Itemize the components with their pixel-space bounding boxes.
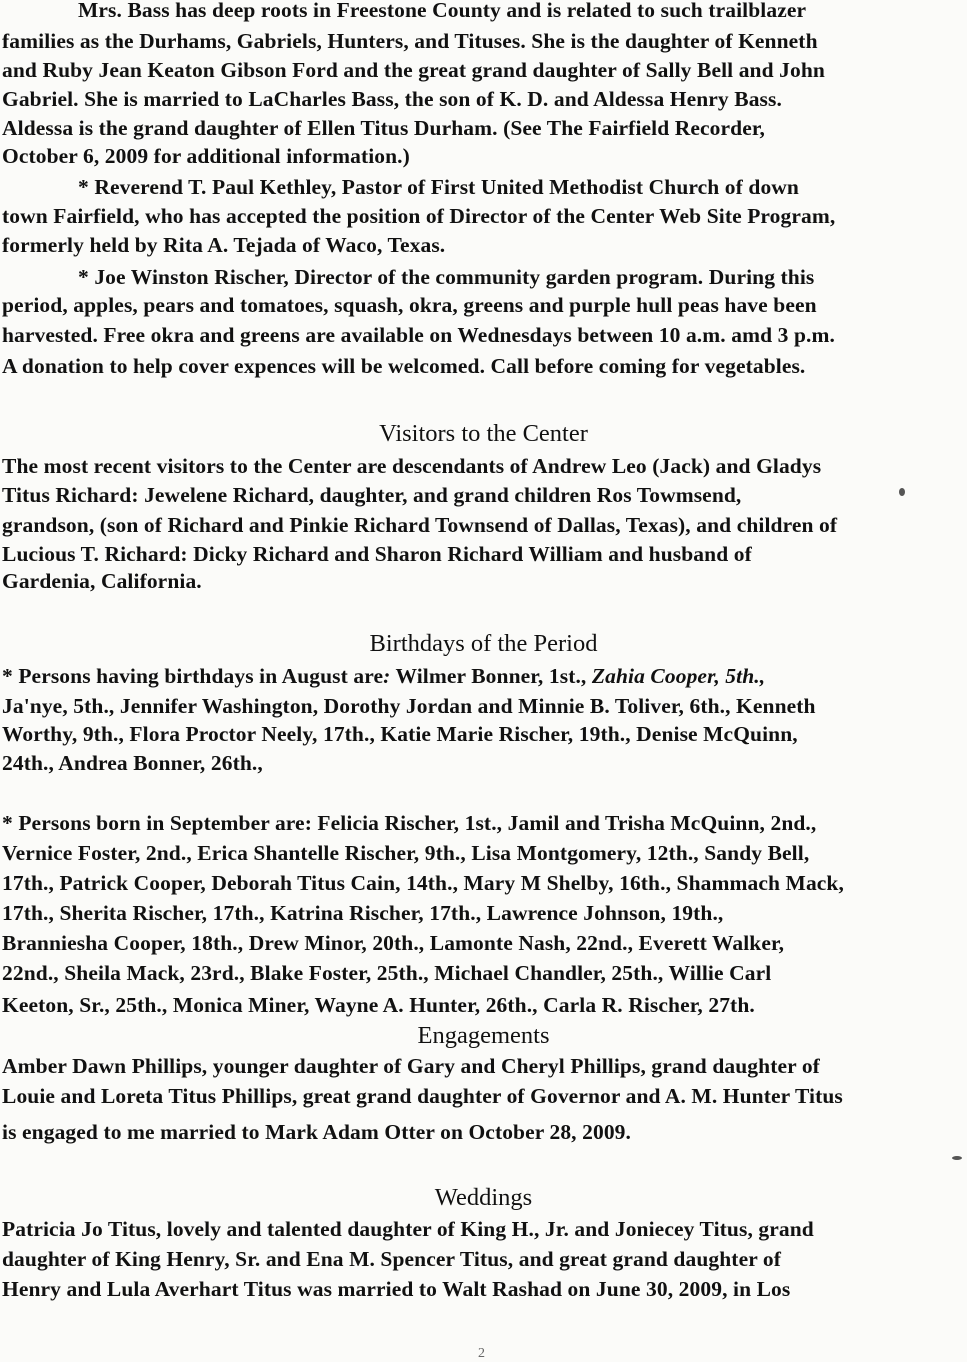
intro-line: and Ruby Jean Keaton Gibson Ford and the great grand daughter of Sally Bell and John <box>2 58 825 82</box>
visitors-line: Titus Richard: Jewelene Richard, daughter, and grand children Ros Towmsend, <box>2 483 742 507</box>
weddings-line: Patricia Jo Titus, lovely and talented daughter of King H., Jr. and Joniecey Titus, grand <box>2 1217 814 1241</box>
kethley-line: formerly held by Rita A. Tejada of Waco, Texas. <box>2 233 446 257</box>
september-line: Vernice Foster, 2nd., Erica Shantelle Rischer, 9th., Lisa Montgomery, 12th., Sandy Bell, <box>2 841 810 865</box>
page-number: 2 <box>478 1346 485 1361</box>
engagements-line: Amber Dawn Phillips, younger daughter of Gary and Cheryl Phillips, grand daughter of <box>2 1054 820 1078</box>
engagements-line: Louie and Loreta Titus Phillips, great grand daughter of Governor and A. M. Hunter Titus <box>2 1084 843 1108</box>
engagements-line: is engaged to me married to Mark Adam Otter on October 28, 2009. <box>2 1120 632 1144</box>
visitors-heading: Visitors to the Center <box>379 420 588 447</box>
visitors-line: grandson, (son of Richard and Pinkie Richard Townsend of Dallas, Texas), and children of <box>2 513 838 537</box>
kethley-line: town Fairfield, who has accepted the position of Director of the Center Web Site Program, <box>2 204 836 228</box>
rischer-line: A donation to help cover expences will be welcomed. Call before coming for vegetables. <box>2 354 806 378</box>
weddings-heading: Weddings <box>434 1184 533 1211</box>
september-line: Branniesha Cooper, 18th., Drew Minor, 20th., Lamonte Nash, 22nd., Everett Walker, <box>2 931 785 955</box>
september-line: * Persons born in September are: Felicia Rischer, 1st., Jamil and Trisha McQuinn, 2nd., <box>2 811 817 835</box>
august-line <box>2 663 964 689</box>
rischer-line: * Joe Winston Rischer, Director of the community garden program. During this <box>78 265 815 289</box>
september-line: 17th., Sherita Rischer, 17th., Katrina Rischer, 17th., Lawrence Johnson, 19th., <box>2 901 724 925</box>
intro-line: families as the Durhams, Gabriels, Hunters, and Tituses. She is the daughter of Kenneth <box>2 29 818 53</box>
intro-line: Mrs. Bass has deep roots in Freestone County and is related to such trailblazer <box>78 0 807 22</box>
september-line: 17th., Patrick Cooper, Deborah Titus Cain, 14th., Mary M Shelby, 16th., Shammach Mack, <box>2 871 844 895</box>
august-line: Ja'nye, 5th., Jennifer Washington, Dorothy Jordan and Minnie B. Toliver, 6th., Kenneth <box>2 694 816 718</box>
birthdays-heading: Birthdays of the Period <box>369 630 598 657</box>
intro-line: Aldessa is the grand daughter of Ellen Titus Durham. (See The Fairfield Recorder, <box>2 116 766 140</box>
august-lead: * Persons having birthdays in August are <box>2 664 384 688</box>
intro-line: October 6, 2009 for additional information.) <box>2 144 410 168</box>
intro-line: Gabriel. She is married to LaCharles Bass, the son of K. D. and Aldessa Henry Bass. <box>2 87 782 111</box>
scan-speck <box>952 1156 962 1160</box>
weddings-line: Henry and Lula Averhart Titus was married to Walt Rashad on June 30, 2009, in Los <box>2 1277 791 1301</box>
september-line: Keeton, Sr., 25th., Monica Miner, Wayne A. Hunter, 26th., Carla R. Rischer, 27th. <box>2 993 755 1017</box>
scan-speck <box>899 488 905 496</box>
rischer-line: harvested. Free okra and greens are available on Wednesdays between 10 a.m. amd 3 p.m. <box>2 323 835 347</box>
visitors-line: Lucious T. Richard: Dicky Richard and Sharon Richard William and husband of <box>2 542 752 566</box>
engagements-heading: Engagements <box>417 1022 550 1049</box>
kethley-line: * Reverend T. Paul Kethley, Pastor of First United Methodist Church of down <box>78 175 799 199</box>
august-line: 24th., Andrea Bonner, 26th., <box>2 751 263 775</box>
august-bonner: Wilmer Bonner, 1st., <box>390 664 587 688</box>
august-cooper: Zahia Cooper, 5th., <box>586 664 766 688</box>
september-line: 22nd., Sheila Mack, 23rd., Blake Foster, 25th., Michael Chandler, 25th., Willie Carl <box>2 961 772 985</box>
august-colon: : <box>383 664 391 688</box>
august-line: Worthy, 9th., Flora Proctor Neely, 17th., Katie Marie Rischer, 19th., Denise McQuinn, <box>2 722 798 746</box>
visitors-line: The most recent visitors to the Center are descendants of Andrew Leo (Jack) and Gladys <box>2 454 822 478</box>
visitors-line: Gardenia, California. <box>2 569 202 593</box>
weddings-line: daughter of King Henry, Sr. and Ena M. Spencer Titus, and great grand daughter of <box>2 1247 782 1271</box>
rischer-line: period, apples, pears and tomatoes, squash, okra, greens and purple hull peas have been <box>2 293 817 317</box>
